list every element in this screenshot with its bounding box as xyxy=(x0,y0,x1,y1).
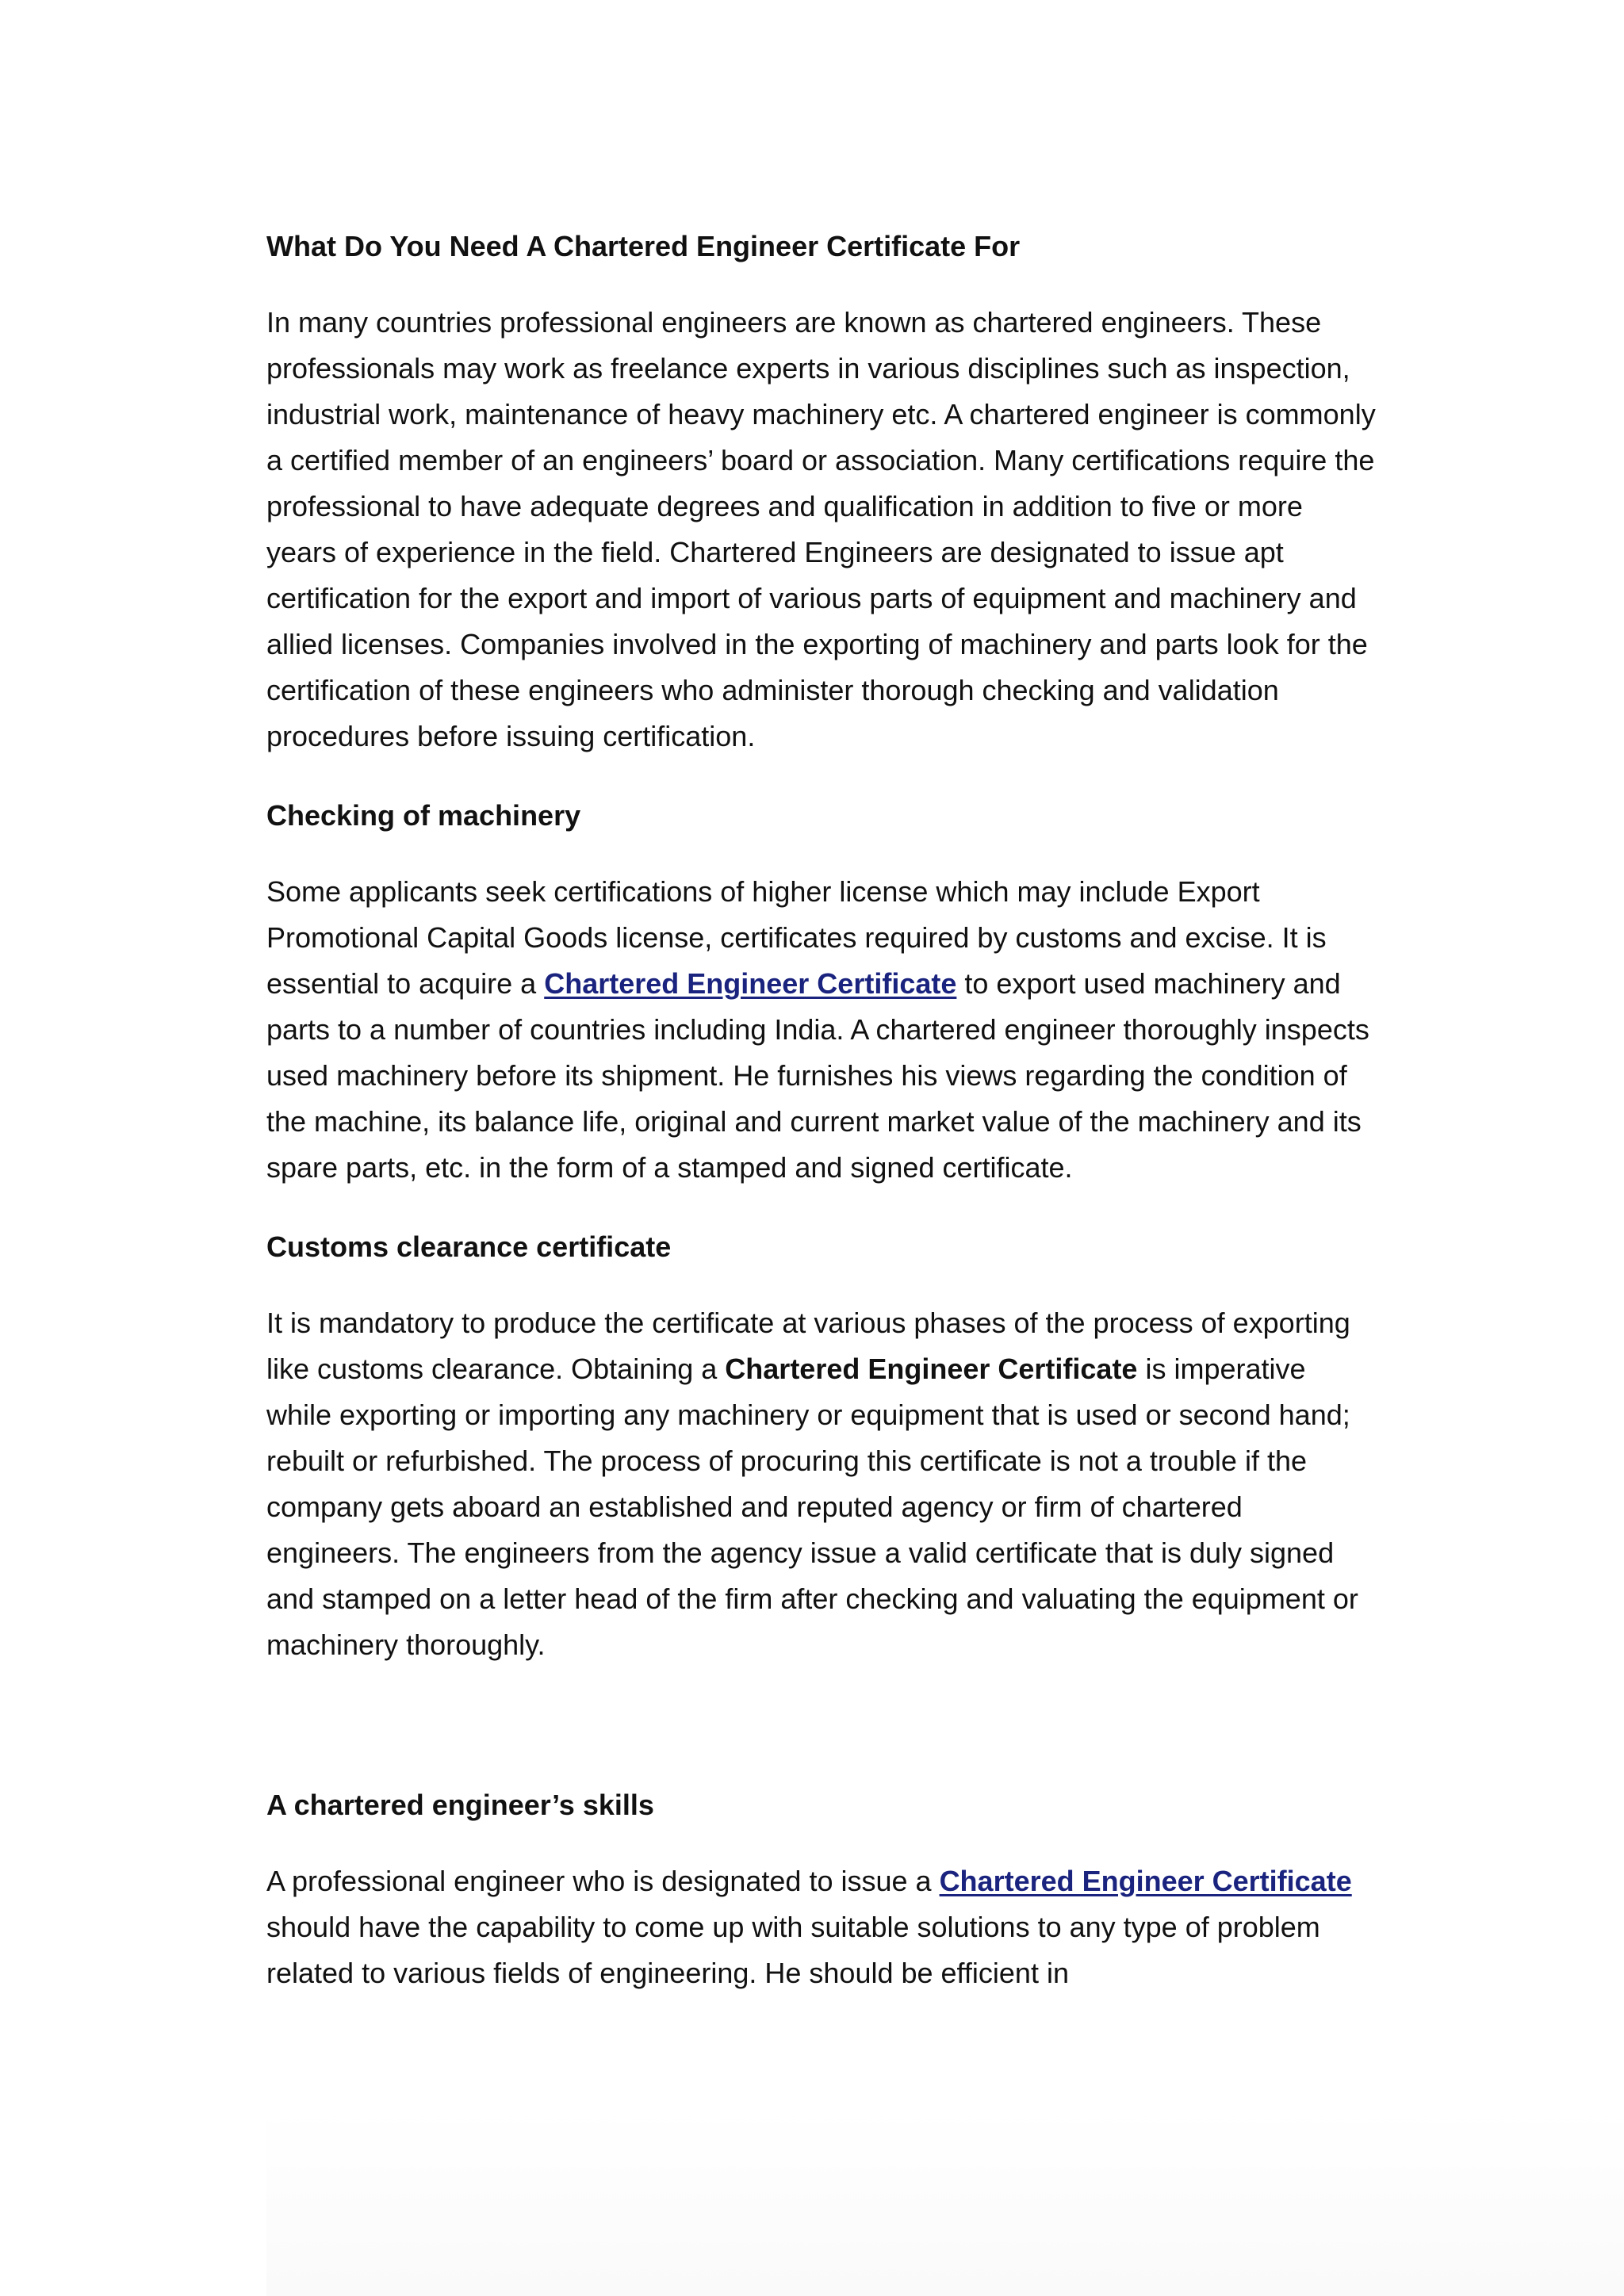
paragraph-text: It is mandatory to produce the certificate at various phases of the process of exporting like customs clearance. Obtaining a xyxy=(266,1307,1350,1385)
paragraph-text: A professional engineer who is designated to issue a xyxy=(266,1865,940,1897)
section-paragraph-checking-machinery xyxy=(266,869,1377,1191)
chartered-engineer-certificate-link[interactable]: Chartered Engineer Certificate xyxy=(544,967,957,1000)
page-title: What Do You Need A Chartered Engineer Certificate For xyxy=(266,230,1021,262)
intro-paragraph: In many countries professional engineers are known as chartered engineers. These professionals may work as freelance experts in various disciplines such as inspection, industrial work, maintenance of heavy machinery etc. A chartered engineer is commonly a certified member of an engineers’ board or association. Many certifications require the professional to have adequate degrees and qualification in addition to five or more years of experience in the field. Chartered Engineers are designated to issue apt certification for the export and import of various parts of equipment and machinery and allied licenses. Companies involved in the exporting of machinery and parts look for the certification of these engineers who administer thorough checking and validation procedures before issuing certification. xyxy=(266,306,1376,752)
paragraph-text: Some applicants seek certifications of higher license which may include Export Promotional Capital Goods license, certificates required by customs and excise. It is essential to acquire a xyxy=(266,875,1327,1000)
document-body xyxy=(266,224,1377,1996)
section-heading-checking-machinery: Checking of machinery xyxy=(266,799,581,832)
bold-term: Chartered Engineer Certificate xyxy=(725,1353,1138,1385)
section-heading-customs-clearance: Customs clearance certificate xyxy=(266,1230,672,1263)
paragraph-text: should have the capability to come up with suitable solutions to any type of problem related to various fields of engineering. He should be efficient in xyxy=(266,1911,1320,1989)
section-paragraph-engineer-skills xyxy=(266,1858,1377,1996)
page-bottom-shade xyxy=(266,2106,1624,2296)
section-paragraph-customs-clearance xyxy=(266,1300,1377,1668)
section-heading-engineer-skills: A chartered engineer’s skills xyxy=(266,1789,654,1821)
paragraph-text: is imperative while exporting or importing any machinery or equipment that is used or second hand; rebuilt or refurbished. The process of procuring this certificate is not a trouble if the company gets aboard an established and reputed agency or firm of chartered engineers. The engineers from the agency issue a valid certificate that is duly signed and stamped on a letter head of the firm after checking and valuating the equipment or machinery thoroughly. xyxy=(266,1353,1358,1661)
chartered-engineer-certificate-link[interactable]: Chartered Engineer Certificate xyxy=(939,1865,1352,1897)
paragraph-text: to export used machinery and parts to a number of countries including India. A chartered engineer thoroughly inspects used machinery before its shipment. He furnishes his views regarding the condition of the machine, its balance life, original and current market value of the machinery and its spare parts, etc. in the form of a stamped and signed certificate. xyxy=(266,967,1369,1184)
